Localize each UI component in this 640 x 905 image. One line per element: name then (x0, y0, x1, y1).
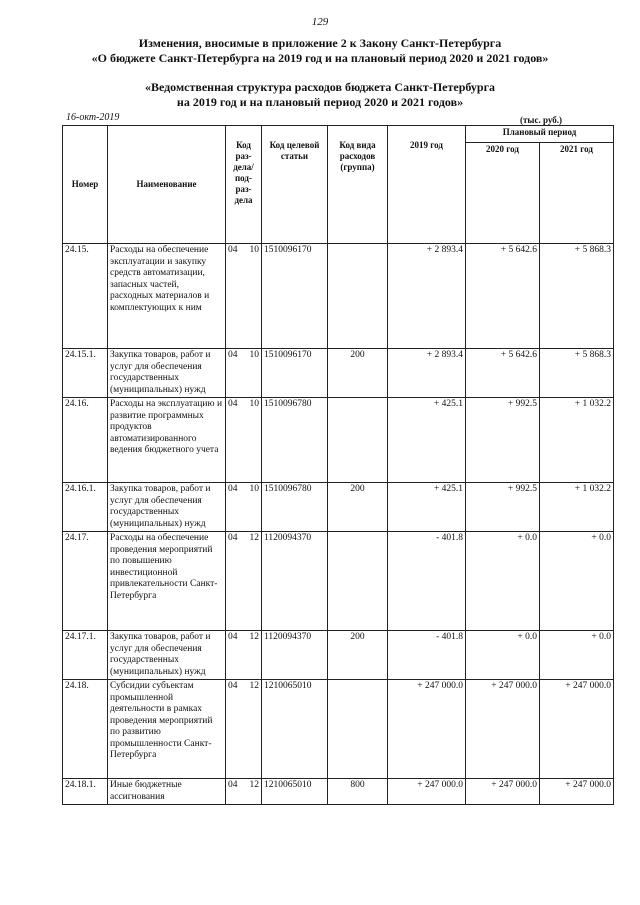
document-date: 16-окт-2019 (66, 112, 120, 123)
header-expense-type: Код вида расходов (группа) (328, 126, 388, 244)
row-type: 200 (328, 631, 388, 680)
row-2019: - 401.8 (388, 631, 466, 680)
row-name: Субсидии субъектам промышленной деятельности в рамках проведения мероприятий по развитию промышленности Санкт-Петербурга (108, 680, 226, 779)
row-2020: + 247 000.0 (466, 779, 540, 805)
row-number: 24.15.1. (63, 349, 108, 398)
header-2019: 2019 год (388, 126, 466, 244)
row-subsection: 12 (240, 680, 262, 779)
header-number: Номер (63, 126, 108, 244)
row-article: 1120094370 (262, 631, 328, 680)
row-section: 04 (226, 532, 240, 631)
row-2021: + 0.0 (540, 532, 614, 631)
row-name: Расходы на обеспечение проведения мероприятий по повышению инвестиционной привлекательности Санкт-Петербурга (108, 532, 226, 631)
row-2019: + 247 000.0 (388, 680, 466, 779)
row-2019: + 425.1 (388, 398, 466, 483)
row-subsection: 10 (240, 398, 262, 483)
row-2020: + 5 642.6 (466, 244, 540, 349)
row-number: 24.16. (63, 398, 108, 483)
page-number: 129 (311, 16, 329, 28)
row-section: 04 (226, 631, 240, 680)
row-article: 1510096780 (262, 483, 328, 532)
row-subsection: 12 (240, 631, 262, 680)
units-label: (тыс. руб.) (520, 115, 562, 125)
row-2021: + 247 000.0 (540, 680, 614, 779)
row-2020: + 992.5 (466, 483, 540, 532)
row-number: 24.17.1. (63, 631, 108, 680)
row-article: 1210065010 (262, 680, 328, 779)
row-2020: + 0.0 (466, 631, 540, 680)
row-type (328, 244, 388, 349)
row-subsection: 12 (240, 779, 262, 805)
row-2021: + 1 032.2 (540, 398, 614, 483)
row-2021: + 0.0 (540, 631, 614, 680)
table-row (63, 349, 614, 398)
row-2021: + 5 868.3 (540, 349, 614, 398)
row-type: 200 (328, 349, 388, 398)
header-2020: 2020 год (466, 143, 540, 244)
row-type (328, 398, 388, 483)
row-article: 1510096170 (262, 244, 328, 349)
table-row (63, 680, 614, 779)
row-2019: + 425.1 (388, 483, 466, 532)
row-subsection: 12 (240, 532, 262, 631)
header-planned-period: Плановый период (466, 126, 614, 143)
row-article: 1120094370 (262, 532, 328, 631)
table-row (63, 631, 614, 680)
row-2019: + 2 893.4 (388, 244, 466, 349)
row-2020: + 0.0 (466, 532, 540, 631)
row-number: 24.17. (63, 532, 108, 631)
row-2020: + 5 642.6 (466, 349, 540, 398)
row-section: 04 (226, 349, 240, 398)
row-type: 200 (328, 483, 388, 532)
table-row (63, 779, 614, 805)
row-name: Расходы на эксплуатацию и развитие программных продуктов автоматизированного ведения бюджетного учета (108, 398, 226, 483)
row-2019: + 2 893.4 (388, 349, 466, 398)
row-2021: + 247 000.0 (540, 779, 614, 805)
row-type (328, 532, 388, 631)
row-article: 1510096780 (262, 398, 328, 483)
table-row (63, 483, 614, 532)
row-name: Расходы на обеспечение эксплуатации и закупку средств автоматизации, запасных частей, расходных материалов и комплектующих к ним (108, 244, 226, 349)
title-line-1: Изменения, вносимые в приложение 2 к Закону Санкт-Петербурга (138, 36, 502, 50)
row-section: 04 (226, 483, 240, 532)
row-2020: + 247 000.0 (466, 680, 540, 779)
document-title (40, 36, 600, 66)
row-2021: + 1 032.2 (540, 483, 614, 532)
row-subsection: 10 (240, 244, 262, 349)
document-subtitle (40, 80, 600, 110)
row-subsection: 10 (240, 483, 262, 532)
row-type: 800 (328, 779, 388, 805)
subtitle-line-2: на 2019 год и на плановый период 2020 и 2021 годов» (176, 95, 464, 109)
row-section: 04 (226, 779, 240, 805)
row-number: 24.15. (63, 244, 108, 349)
row-name: Закупка товаров, работ и услуг для обеспечения государственных (муниципальных) нужд (108, 631, 226, 680)
row-section: 04 (226, 398, 240, 483)
table-row (63, 244, 614, 349)
row-section: 04 (226, 244, 240, 349)
row-2020: + 992.5 (466, 398, 540, 483)
row-name: Закупка товаров, работ и услуг для обеспечения государственных (муниципальных) нужд (108, 483, 226, 532)
header-name: Наименование (108, 126, 226, 244)
table-row (63, 532, 614, 631)
row-section: 04 (226, 680, 240, 779)
expense-table (62, 125, 614, 805)
row-type (328, 680, 388, 779)
header-section: Код раз-дела/ под-раз-дела (226, 126, 262, 244)
table-row (63, 398, 614, 483)
row-2021: + 5 868.3 (540, 244, 614, 349)
row-2019: - 401.8 (388, 532, 466, 631)
title-line-2: «О бюджете Санкт-Петербурга на 2019 год и на плановый период 2020 и 2021 годов» (91, 51, 549, 65)
header-article: Код целевой статьи (262, 126, 328, 244)
row-2019: + 247 000.0 (388, 779, 466, 805)
row-subsection: 10 (240, 349, 262, 398)
row-name: Иные бюджетные ассигнования (108, 779, 226, 805)
subtitle-line-1: «Ведомственная структура расходов бюджета Санкт-Петербурга (144, 80, 496, 94)
header-2021: 2021 год (540, 143, 614, 244)
row-number: 24.18.1. (63, 779, 108, 805)
row-name: Закупка товаров, работ и услуг для обеспечения государственных (муниципальных) нужд (108, 349, 226, 398)
row-article: 1210065010 (262, 779, 328, 805)
row-article: 1510096170 (262, 349, 328, 398)
row-number: 24.18. (63, 680, 108, 779)
row-number: 24.16.1. (63, 483, 108, 532)
